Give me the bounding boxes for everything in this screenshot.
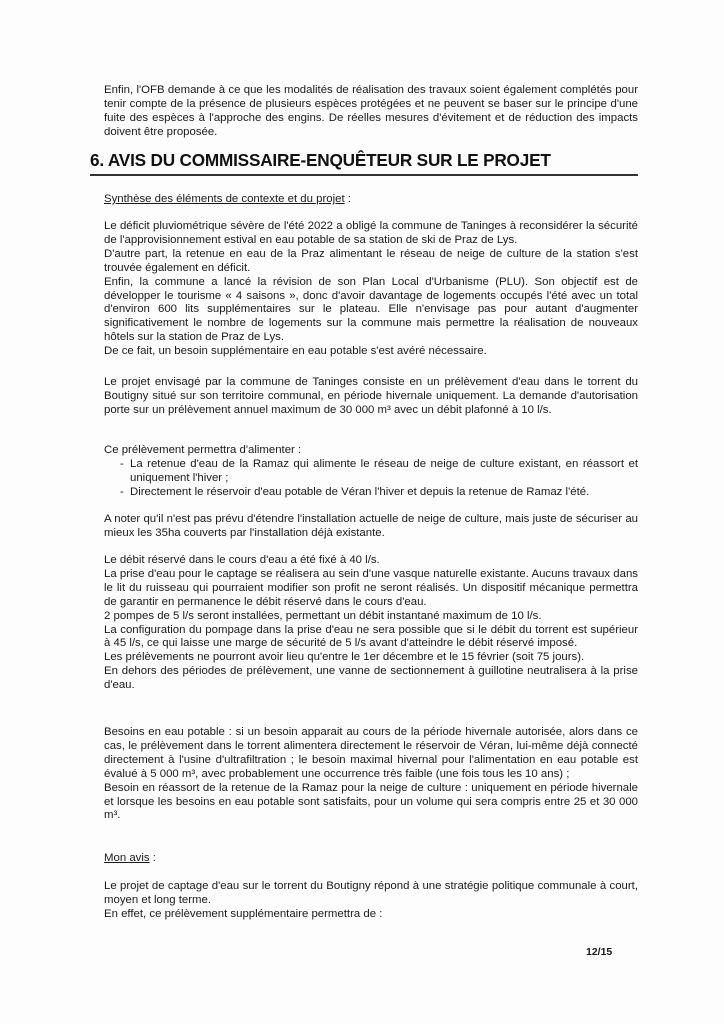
debit-line: En dehors des périodes de prélèvement, une vanne de sectionnement à guillotine neutralisera à la prise d'eau. bbox=[104, 665, 638, 692]
project-block bbox=[104, 376, 638, 418]
page-number: 12/15 bbox=[586, 946, 613, 958]
avis-subheading bbox=[104, 852, 638, 866]
synthese-colon: : bbox=[344, 193, 351, 205]
project-paragraph: Le projet envisagé par la commune de Taninges consiste en un prélèvement d'eau dans le torrent du Boutigny situé sur son territoire communal, en période hivernale uniquement. La demande d'autorisation porte sur un prélèvement annuel maximum de 30 000 m³ avec un débit plafonné à 10 l/s. bbox=[104, 376, 638, 416]
list-item: - La retenue d'eau de la Ramaz qui alimente le réseau de neige de culture existant, en réassort et uniquement l'hiver ; bbox=[120, 458, 638, 486]
intro-paragraph: Enfin, l'OFB demande à ce que les modalités de réalisation des travaux soient également complétés pour tenir compte de la présence de plusieurs espèces protégées et ne peuvent se baser sur le principe d'une fuite des espèces à l'approche des engins. De réelles mesures d'évitement et de réduction des impacts doivent être proposée. bbox=[104, 84, 638, 138]
conclusion-line: Le projet de captage d'eau sur le torrent du Boutigny répond à une stratégie politique communale à court, moyen et long terme. bbox=[104, 880, 638, 906]
intro-block bbox=[104, 84, 638, 140]
debit-line: Les prélèvements ne pourront avoir lieu qu'entre le 1er décembre et le 15 février (soit 75 jours). bbox=[104, 651, 585, 664]
debit-line: La prise d'eau pour le captage se réalisera au sein d'une vasque naturelle existante. Aucuns travaux dans le lit du ruisseau qui pourraient modifier son profit ne seront réalisés. Un dispositif mécanique permettra de garantir en permanence le débit réservé dans le cours d'eau. bbox=[104, 567, 638, 608]
besoins-block bbox=[104, 726, 638, 823]
supply-list bbox=[104, 458, 638, 500]
context-line: De ce fait, un besoin supplémentaire en eau potable s'est avéré nécessaire. bbox=[104, 345, 487, 358]
debit-block bbox=[104, 554, 638, 693]
avis-heading: Mon avis bbox=[104, 852, 150, 864]
debit-line: Le débit réservé dans le cours d'eau a été fixé à 40 l/s. bbox=[104, 554, 380, 566]
besoins-line: Besoins en eau potable : si un besoin apparait au cours de la période hivernale autorisée, alors dans ce cas, le prélèvement dans le torrent alimentera directement le réservoir de Véran, lui-même déjà connecté directement à l'usine d'ultrafiltration ; le besoin maximal hivernal pour l'alimentation en eau potable est évalué à 5 000 m³, avec probablement une occurrence très faible (une fois tous les 10 ans) ; bbox=[104, 726, 638, 780]
supply-intro: Ce prélèvement permettra d'alimenter : bbox=[104, 444, 302, 456]
section-heading-wrap bbox=[90, 150, 638, 176]
list-item: - Directement le réservoir d'eau potable de Véran l'hiver et depuis la retenue de Ramaz l'été. bbox=[120, 486, 638, 500]
note-paragraph: A noter qu'il n'est pas prévu d'étendre l'installation actuelle de neige de culture, mais juste de sécuriser au mieux les 35ha couverts par l'installation déjà existante. bbox=[104, 513, 638, 539]
context-block bbox=[104, 220, 638, 359]
supply-block bbox=[104, 444, 638, 500]
context-line: Le déficit pluviométrique sévère de l'été 2022 a obligé la commune de Taninges à reconsidérer la sécurité de l'approvisionnement estival en eau potable de sa station de ski de Praz de Lys. bbox=[104, 220, 638, 246]
conclusion-block bbox=[104, 880, 638, 922]
conclusion-line: En effet, ce prélèvement supplémentaire permettra de : bbox=[104, 907, 383, 920]
note-block bbox=[104, 513, 638, 541]
debit-line: La configuration du pompage dans la prise d'eau ne sera possible que si le débit du torrent est supérieur à 45 l/s, ce qui laisse une marge de sécurité de 5 l/s avant d'atteindre le débit réservé imposé. bbox=[104, 623, 638, 650]
besoins-line: Besoin en réassort de la retenue de la Ramaz pour la neige de culture : uniquement en période hivernale et lorsque les besoins en eau potable sont satisfaits, pour un volume qui sera compris entre 25 et 30 000 m³. bbox=[104, 781, 638, 822]
context-line: Enfin, la commune a lancé la révision de son Plan Local d'Urbanisme (PLU). Son objectif est de développer le tourisme « 4 saisons », donc d'avoir davantage de logements occupés l'été avec un total d'environ 600 lits supplémentaires sur le plateau. Elle n'envisage pas pour autant d'augmenter significativement le nombre de logements sur la commune mais permettre la réalisation de nouveaux hôtels sur la station de Praz de Lys. bbox=[104, 275, 638, 344]
debit-line: 2 pompes de 5 l/s seront installées, permettant un débit instantané maximum de 10 l/s. bbox=[104, 609, 542, 622]
synthese-subheading bbox=[104, 193, 638, 207]
context-line: D'autre part, la retenue en eau de la Praz alimentant le réseau de neige de culture de la station s'est trouvée également en déficit. bbox=[104, 247, 638, 274]
synthese-heading: Synthèse des éléments de contexte et du projet bbox=[104, 193, 345, 205]
section-heading: 6. AVIS DU COMMISSAIRE-ENQUÊTEUR SUR LE PROJET bbox=[90, 150, 638, 176]
avis-colon: : bbox=[149, 852, 156, 864]
